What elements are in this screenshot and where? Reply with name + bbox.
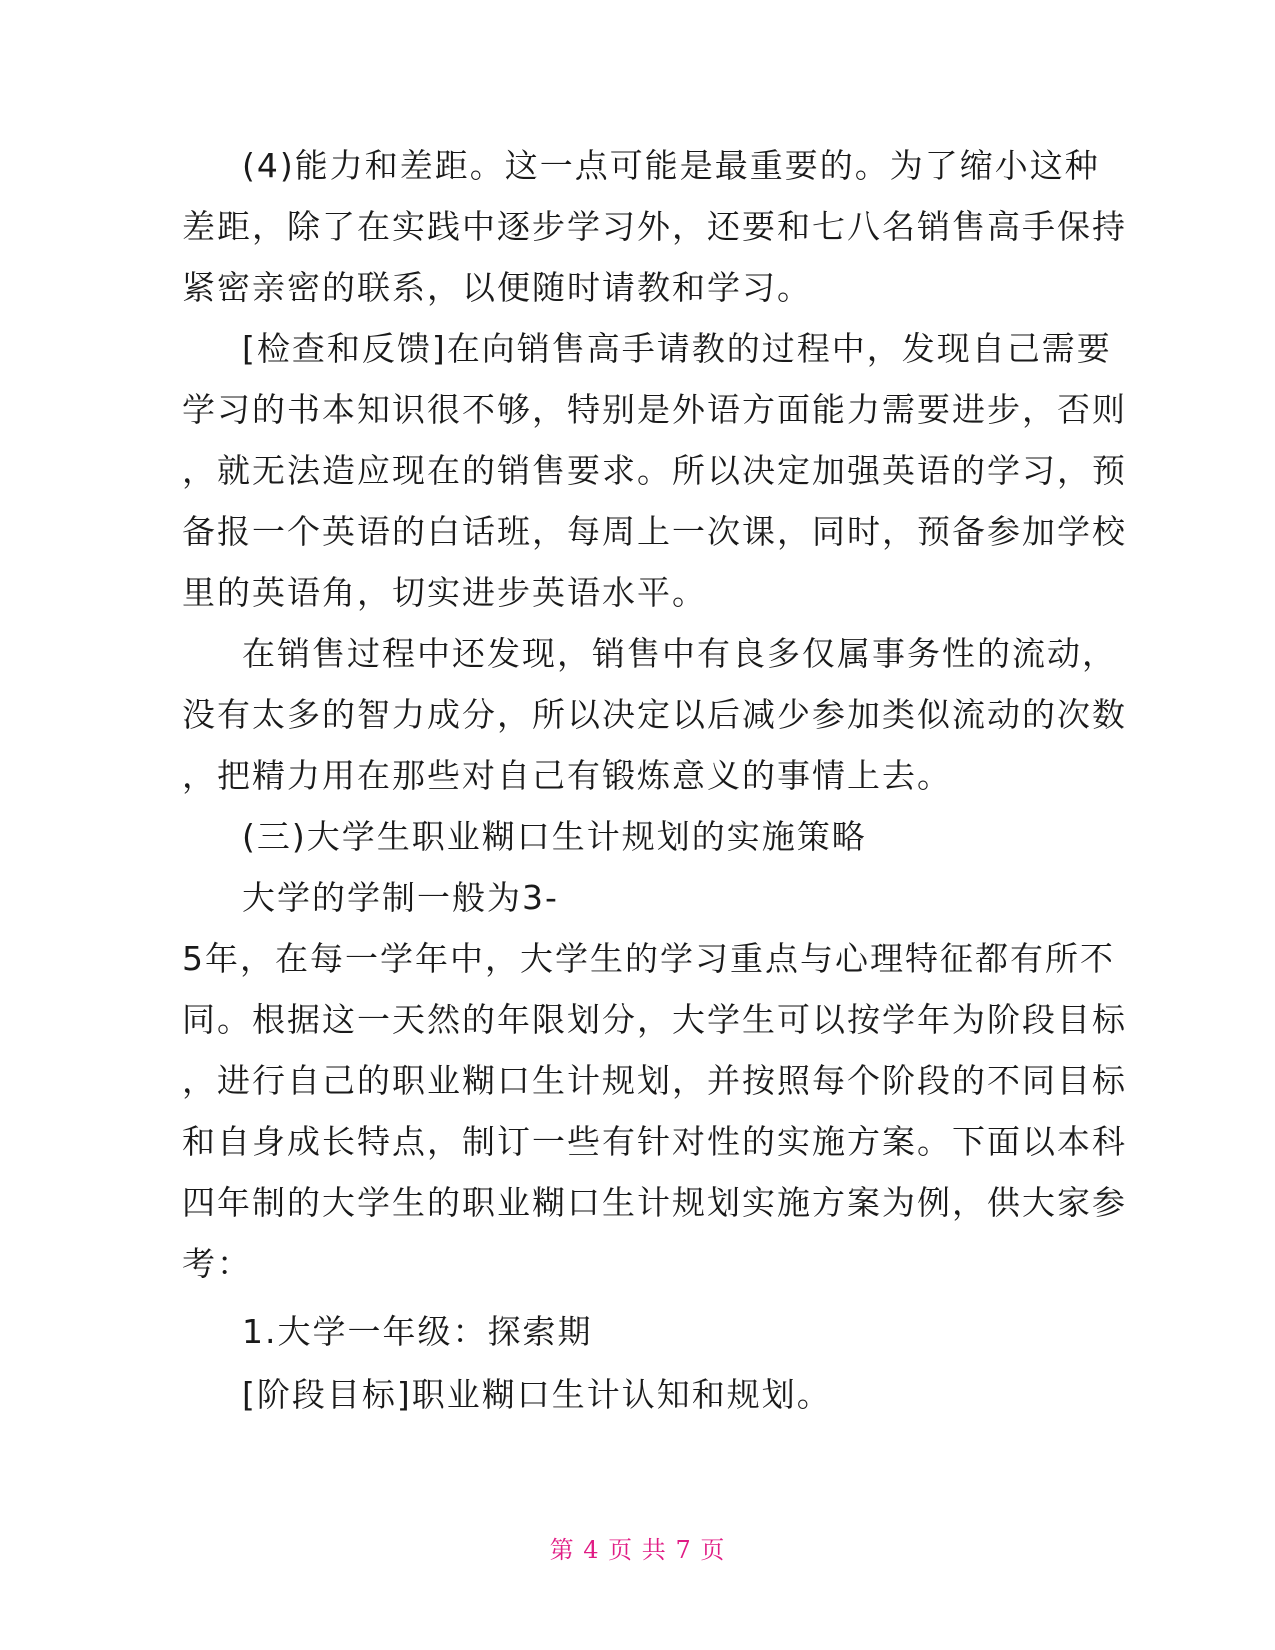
- text-line: 差距，除了在实践中逐步学习外，还要和七八名销售高手保持: [182, 207, 1127, 246]
- text-line: 和自身成长特点，制订一些有针对性的实施方案。下面以本科: [182, 1122, 1127, 1161]
- text-line: 学习的书本知识很不够，特别是外语方面能力需要进步，否则: [182, 390, 1127, 429]
- page-number-footer: 第 4 页 共 7 页: [549, 1536, 726, 1564]
- text-line: ，进行自己的职业糊口生计规划，并按照每个阶段的不同目标: [182, 1061, 1127, 1100]
- text-line: 备报一个英语的白话班，每周上一次课，同时，预备参加学校: [182, 512, 1127, 551]
- text-line: [阶段目标]职业糊口生计认知和规划。: [242, 1375, 832, 1414]
- text-line: [检查和反馈]在向销售高手请教的过程中，发现自己需要: [242, 329, 1112, 368]
- subsection-heading: 1.大学一年级：探索期: [242, 1312, 593, 1351]
- text-line: 四年制的大学生的职业糊口生计规划实施方案为例，供大家参: [182, 1183, 1127, 1222]
- text-line: 5年，在每一学年中，大学生的学习重点与心理特征都有所不: [182, 939, 1115, 978]
- text-line: 没有太多的智力成分，所以决定以后减少参加类似流动的次数: [182, 695, 1127, 734]
- text-line: 紧密亲密的联系，以便随时请教和学习。: [182, 268, 812, 307]
- text-line: 里的英语角，切实进步英语水平。: [182, 573, 707, 612]
- text-line: 考：: [182, 1244, 252, 1283]
- text-line: (4)能力和差距。这一点可能是最重要的。为了缩小这种: [242, 146, 1100, 185]
- text-line: ，就无法造应现在的销售要求。所以决定加强英语的学习，预: [182, 451, 1127, 490]
- text-line: 同。根据这一天然的年限划分，大学生可以按学年为阶段目标: [182, 1000, 1127, 1039]
- text-line: ，把精力用在那些对自己有锻炼意义的事情上去。: [182, 756, 952, 795]
- section-heading: (三)大学生职业糊口生计规划的实施策略: [242, 817, 867, 856]
- text-line: 在销售过程中还发现，销售中有良多仅属事务性的流动，: [242, 634, 1117, 673]
- text-line: 大学的学制一般为3-: [242, 878, 559, 917]
